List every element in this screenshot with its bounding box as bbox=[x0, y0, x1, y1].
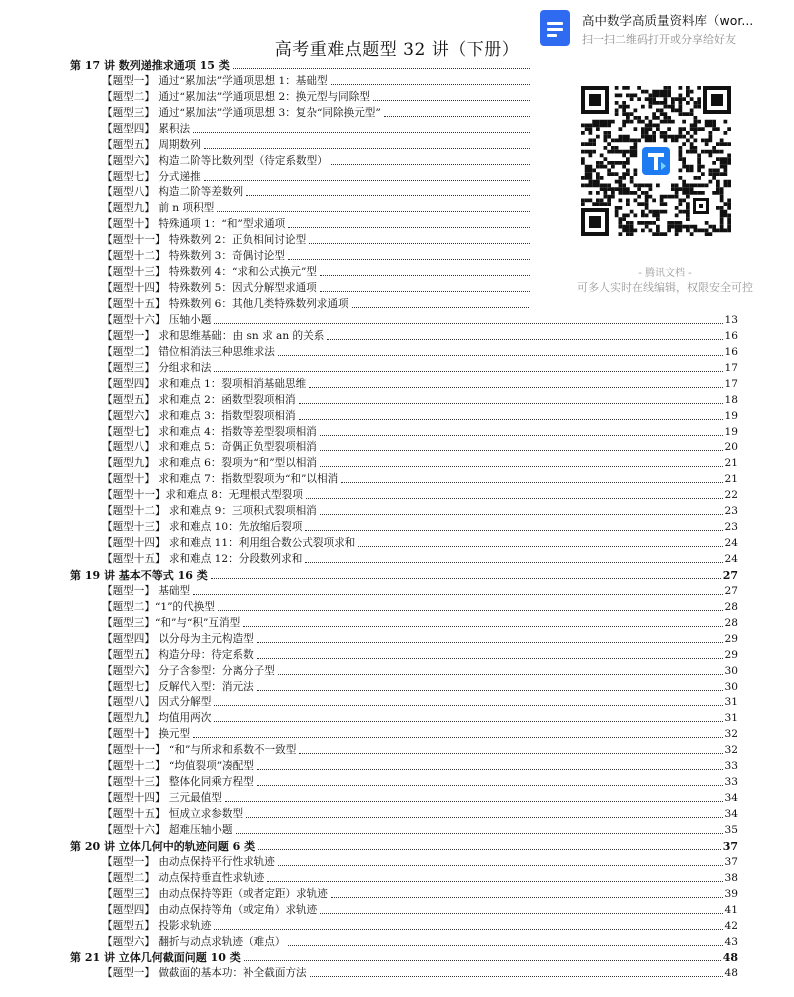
brand-label: - 腾讯文档 - bbox=[638, 268, 692, 279]
toc-dot-leader bbox=[214, 929, 722, 930]
toc-item[interactable] bbox=[70, 598, 738, 614]
toc-dot-leader bbox=[193, 594, 722, 595]
toc-entry-label: 【题型八】 求和难点 5：奇偶正负型裂项相消 bbox=[102, 441, 317, 454]
toc-chapter[interactable] bbox=[70, 566, 738, 582]
toc-entry-label: 【题型十五】 求和难点 12：分段数列求和 bbox=[102, 553, 303, 565]
toc-dot-leader bbox=[244, 960, 721, 961]
toc-item[interactable] bbox=[70, 964, 738, 980]
toc-entry-label: 【题型十二】 求和难点 9：三项积式裂项相消 bbox=[102, 505, 317, 518]
toc-entry-label: 【题型二】 动点保持垂直性求轨迹 bbox=[102, 871, 265, 884]
toc-entry-label: 【题型十三】 特殊数列 4：“求和公式换元”型 bbox=[102, 266, 317, 279]
toc-entry-label: 【题型一】 通过“累加法”学通项思想 1：基础型 bbox=[102, 74, 328, 87]
toc-entry-label: 【题型七】 分式递推 bbox=[102, 170, 201, 183]
toc-dot-leader bbox=[320, 466, 723, 467]
toc-entry-label: 【题型六】 翻折与动点求轨迹（难点） bbox=[102, 935, 286, 948]
toc-dot-leader bbox=[309, 387, 722, 388]
toc-entry-label: 【题型十六】 压轴小题 bbox=[102, 313, 212, 326]
toc-dot-leader bbox=[246, 817, 722, 818]
toc-entry-label: 第 17 讲 数列递推求通项 15 类 bbox=[70, 58, 230, 72]
toc-dot-leader bbox=[299, 419, 723, 420]
toc-entry-label: 【题型十二】 特殊数列 3：奇偶讨论型 bbox=[102, 250, 285, 263]
toc-item[interactable] bbox=[70, 518, 738, 534]
toc-page-number: 28 bbox=[724, 616, 738, 629]
toc-item[interactable] bbox=[70, 646, 738, 662]
toc-page-number: 34 bbox=[724, 808, 738, 820]
toc-page-number: 17 bbox=[724, 361, 738, 374]
toc-entry-label: 【题型十】 换元型 bbox=[102, 728, 191, 741]
toc-entry-label: 【题型十四】 三元最值型 bbox=[102, 792, 222, 805]
toc-page-number: 48 bbox=[724, 967, 738, 980]
toc-item[interactable] bbox=[70, 694, 738, 710]
toc-page-number: 13 bbox=[724, 313, 738, 326]
toc-item[interactable] bbox=[70, 741, 738, 757]
toc-dot-leader bbox=[305, 562, 722, 563]
toc-dot-leader bbox=[257, 642, 723, 643]
toc-entry-label: 【题型十四】 特殊数列 5：因式分解型求通项 bbox=[102, 282, 317, 295]
toc-dot-leader bbox=[320, 450, 723, 451]
toc-page-number: 43 bbox=[724, 935, 738, 948]
toc-item[interactable] bbox=[70, 630, 738, 646]
toc-entry-label: 【题型十五】 特殊数列 6：其他几类特殊数列求通项 bbox=[102, 298, 349, 310]
toc-dot-leader bbox=[257, 769, 723, 770]
brand-subtitle: 可多人实时在线编辑，权限安全可控 bbox=[577, 281, 753, 294]
toc-dot-leader bbox=[214, 705, 722, 706]
toc-dot-leader bbox=[225, 801, 723, 802]
toc-dot-leader bbox=[214, 323, 722, 324]
toc-page-number: 16 bbox=[724, 329, 738, 342]
toc-item[interactable] bbox=[70, 821, 738, 837]
toc-entry-label: 【题型八】 构造二阶等差数列 bbox=[102, 186, 244, 199]
toc-item[interactable] bbox=[70, 789, 738, 805]
toc-page-number: 33 bbox=[724, 760, 738, 773]
toc-item[interactable] bbox=[70, 678, 738, 694]
toc-item[interactable] bbox=[70, 423, 738, 439]
toc-item[interactable] bbox=[70, 757, 738, 773]
toc-dot-leader bbox=[331, 897, 723, 898]
toc-dot-leader bbox=[278, 865, 723, 866]
toc-entry-label: 【题型三】“和”与“积”互消型 bbox=[102, 616, 241, 629]
toc-item[interactable] bbox=[70, 933, 738, 949]
toc-entry-label: 【题型六】 分子含参型：分离分子型 bbox=[102, 664, 275, 677]
toc-page-number: 24 bbox=[724, 537, 738, 550]
toc-page-number: 30 bbox=[724, 664, 738, 677]
toc-entry-label: 【题型十一】 特殊数列 2：正负相间讨论型 bbox=[102, 234, 307, 247]
toc-entry-label: 【题型四】 由动点保持等角（或定角）求轨迹 bbox=[102, 903, 318, 916]
toc-dot-leader bbox=[310, 976, 723, 977]
toc-item[interactable] bbox=[70, 327, 738, 343]
toc-entry-label: 【题型五】 求和难点 2：函数型裂项相消 bbox=[102, 393, 296, 406]
toc-entry-label: 【题型九】 前 n 项积型 bbox=[102, 202, 215, 215]
share-card[interactable] bbox=[540, 8, 794, 48]
share-card-title: 高中数学高质量资料库（wor... bbox=[582, 13, 754, 28]
toc-item[interactable] bbox=[70, 391, 738, 407]
toc-dot-leader bbox=[214, 721, 722, 722]
toc-entry-label: 【题型六】 求和难点 3：指数型裂项相消 bbox=[102, 409, 296, 422]
toc-item[interactable] bbox=[70, 917, 738, 933]
toc-page-number: 48 bbox=[722, 951, 738, 965]
qr-finder-top-left bbox=[581, 86, 609, 114]
toc-item[interactable] bbox=[70, 550, 738, 566]
toc-entry-label: 【题型八】 因式分解型 bbox=[102, 696, 212, 709]
toc-entry-label: 【题型十】 求和难点 7：指数型裂项为“和”以相消 bbox=[102, 473, 339, 486]
toc-entry-label: 【题型五】 投影求轨迹 bbox=[102, 919, 212, 932]
toc-dot-leader bbox=[257, 658, 723, 659]
toc-dot-leader bbox=[258, 849, 721, 850]
toc-chapter[interactable] bbox=[70, 949, 738, 965]
toc-entry-label: 【题型十三】 整体化同乘方程型 bbox=[102, 776, 254, 789]
toc-item[interactable] bbox=[70, 582, 738, 598]
share-card-subtitle: 扫一扫二维码打开或分享给好友 bbox=[582, 33, 736, 46]
toc-page-number: 35 bbox=[724, 823, 738, 836]
toc-entry-label: 【题型十四】 求和难点 11：利用组合数公式裂项求和 bbox=[102, 537, 356, 550]
toc-entry-label: 第 19 讲 基本不等式 16 类 bbox=[70, 568, 208, 582]
toc-entry-label: 【题型三】 通过“累加法”学通项思想 3：复杂“同除换元型” bbox=[102, 106, 381, 119]
qr-finder-top-right bbox=[703, 86, 731, 114]
toc-item[interactable] bbox=[70, 709, 738, 725]
toc-entry-label: 【题型四】 累积法 bbox=[102, 122, 191, 135]
toc-dot-leader bbox=[305, 530, 722, 531]
toc-entry-label: 【题型十二】 “均值裂项”凑配型 bbox=[102, 760, 254, 773]
toc-entry-label: 【题型七】 求和难点 4：指数等差型裂项相消 bbox=[102, 425, 317, 438]
toc-item[interactable] bbox=[70, 502, 738, 518]
toc-entry-label: 【题型九】 均值用两次 bbox=[102, 712, 212, 725]
toc-page-number: 19 bbox=[724, 425, 738, 438]
toc-dot-leader bbox=[257, 785, 723, 786]
toc-page-number: 31 bbox=[724, 712, 738, 725]
toc-dot-leader bbox=[341, 482, 722, 483]
toc-page-number: 23 bbox=[724, 521, 738, 534]
toc-page-number: 19 bbox=[724, 409, 738, 422]
document-title: 高考重难点题型 32 讲（下册） bbox=[274, 40, 520, 60]
toc-entry-label: 【题型二】“1”的代换型 bbox=[102, 600, 215, 613]
toc-item[interactable] bbox=[70, 662, 738, 678]
toc-entry-label: 【题型一】 由动点保持平行性求轨迹 bbox=[102, 855, 275, 868]
toc-page-number: 33 bbox=[724, 776, 738, 789]
toc-item[interactable] bbox=[70, 486, 738, 502]
document-icon bbox=[540, 10, 570, 46]
toc-dot-leader bbox=[299, 403, 723, 404]
toc-entry-label: 【题型一】 基础型 bbox=[102, 584, 191, 597]
toc-item[interactable] bbox=[70, 901, 738, 917]
toc-entry-label: 【题型一】 求和思维基础：由 sn 求 an 的关系 bbox=[102, 329, 325, 342]
toc-item[interactable] bbox=[70, 773, 738, 789]
toc-page-number: 16 bbox=[724, 345, 738, 358]
toc-entry-label: 【题型五】 构造分母：待定系数 bbox=[102, 648, 254, 661]
toc-entry-label: 【题型六】 构造二阶等比数列型（待定系数型） bbox=[102, 154, 328, 167]
toc-page-number: 28 bbox=[724, 600, 738, 613]
toc-item[interactable] bbox=[70, 470, 738, 486]
toc-item[interactable] bbox=[70, 853, 738, 869]
toc-dot-leader bbox=[306, 498, 723, 499]
toc-page-number: 32 bbox=[724, 744, 738, 757]
toc-dot-leader bbox=[358, 546, 722, 547]
qr-alignment-mark bbox=[693, 198, 709, 214]
qr-code[interactable] bbox=[581, 86, 731, 236]
toc-page-number: 20 bbox=[724, 441, 738, 454]
toc-dot-leader bbox=[218, 610, 723, 611]
toc-entry-label: 【题型十六】 超难压轴小题 bbox=[102, 823, 233, 836]
toc-page-number: 21 bbox=[724, 473, 738, 486]
toc-page-number: 21 bbox=[724, 457, 738, 470]
toc-item[interactable] bbox=[70, 725, 738, 741]
toc-page-number: 22 bbox=[724, 489, 738, 502]
toc-dot-leader bbox=[320, 514, 723, 515]
toc-entry-label: 【题型五】 周期数列 bbox=[102, 138, 201, 151]
toc-entry-label: 【题型十一】求和难点 8：无理根式型裂项 bbox=[102, 489, 303, 502]
qr-finder-bottom-left bbox=[581, 208, 609, 236]
toc-page-number: 31 bbox=[724, 696, 738, 709]
toc-page-number: 37 bbox=[724, 855, 738, 868]
toc-dot-leader bbox=[257, 690, 723, 691]
toc-dot-leader bbox=[299, 753, 722, 754]
toc-page-number: 37 bbox=[722, 839, 738, 853]
toc-item[interactable] bbox=[70, 869, 738, 885]
toc-page-number: 30 bbox=[724, 680, 738, 693]
toc-item[interactable] bbox=[70, 407, 738, 423]
toc-entry-label: 第 20 讲 立体几何中的轨迹问题 6 类 bbox=[70, 839, 256, 853]
toc-dot-leader bbox=[236, 833, 723, 834]
toc-page-number: 29 bbox=[724, 632, 738, 645]
toc-page-number: 23 bbox=[724, 505, 738, 518]
toc-entry-label: 【题型四】 以分母为主元构造型 bbox=[102, 632, 254, 645]
toc-page-number: 18 bbox=[724, 393, 738, 406]
toc-entry-label: 【题型四】 求和难点 1：裂项相消基础思维 bbox=[102, 377, 307, 390]
toc-dot-leader bbox=[193, 737, 722, 738]
toc-entry-label: 【题型三】 分组求和法 bbox=[102, 361, 212, 374]
toc-page-number: 17 bbox=[724, 377, 738, 390]
toc-dot-leader bbox=[214, 371, 722, 372]
toc-item[interactable] bbox=[70, 375, 738, 391]
toc-page-number: 29 bbox=[724, 648, 738, 661]
toc-entry-label: 【题型十】 特殊通项 1：“和”型求通项 bbox=[102, 218, 286, 231]
toc-page-number: 24 bbox=[724, 553, 738, 565]
toc-dot-leader bbox=[288, 945, 722, 946]
toc-entry-label: 【题型十五】 恒成立求参数型 bbox=[102, 808, 244, 820]
toc-page-number: 41 bbox=[724, 903, 738, 916]
toc-chapter[interactable] bbox=[70, 837, 738, 853]
toc-item[interactable] bbox=[70, 805, 738, 821]
toc-item[interactable] bbox=[70, 359, 738, 375]
toc-dot-leader bbox=[211, 578, 721, 579]
toc-page-number: 38 bbox=[724, 871, 738, 884]
toc-entry-label: 【题型二】 通过“累加法”学通项思想 2：换元型与同除型 bbox=[102, 90, 370, 103]
toc-dot-leader bbox=[267, 881, 722, 882]
toc-entry-label: 【题型七】 反解代入型：消元法 bbox=[102, 680, 254, 693]
toc-entry-label: 【题型二】 错位相消法三种思维求法 bbox=[102, 345, 275, 358]
toc-page-number: 34 bbox=[724, 792, 738, 805]
toc-item[interactable] bbox=[70, 885, 738, 901]
toc-entry-label: 第 21 讲 立体几何截面问题 10 类 bbox=[70, 951, 241, 965]
toc-entry-label: 【题型九】 求和难点 6：裂项为“和”型以相消 bbox=[102, 457, 317, 470]
toc-item[interactable] bbox=[70, 534, 738, 550]
toc-dot-leader bbox=[278, 674, 723, 675]
toc-item[interactable] bbox=[70, 614, 738, 630]
toc-dot-leader bbox=[320, 913, 722, 914]
toc-item[interactable] bbox=[70, 454, 738, 470]
toc-entry-label: 【题型十一】 “和”与所求和系数不一致型 bbox=[102, 744, 297, 757]
toc-entry-label: 【题型一】 做截面的基本功：补全截面方法 bbox=[102, 967, 307, 980]
toc-dot-leader bbox=[243, 626, 722, 627]
toc-page-number: 42 bbox=[724, 919, 738, 932]
toc-page-number: 27 bbox=[724, 584, 738, 597]
toc-item[interactable] bbox=[70, 343, 738, 359]
toc-item[interactable] bbox=[70, 311, 738, 327]
toc-page-number: 32 bbox=[724, 728, 738, 741]
qr-logo-icon bbox=[640, 145, 672, 177]
toc-page-number: 27 bbox=[722, 568, 738, 582]
toc-dot-leader bbox=[320, 435, 723, 436]
toc-entry-label: 【题型三】 由动点保持等距（或者定距）求轨迹 bbox=[102, 887, 328, 900]
toc-entry-label: 【题型十三】 求和难点 10：先放缩后裂项 bbox=[102, 521, 303, 534]
toc-dot-leader bbox=[327, 339, 722, 340]
toc-item[interactable] bbox=[70, 439, 738, 455]
toc-dot-leader bbox=[278, 355, 723, 356]
toc-page-number: 39 bbox=[724, 887, 738, 900]
